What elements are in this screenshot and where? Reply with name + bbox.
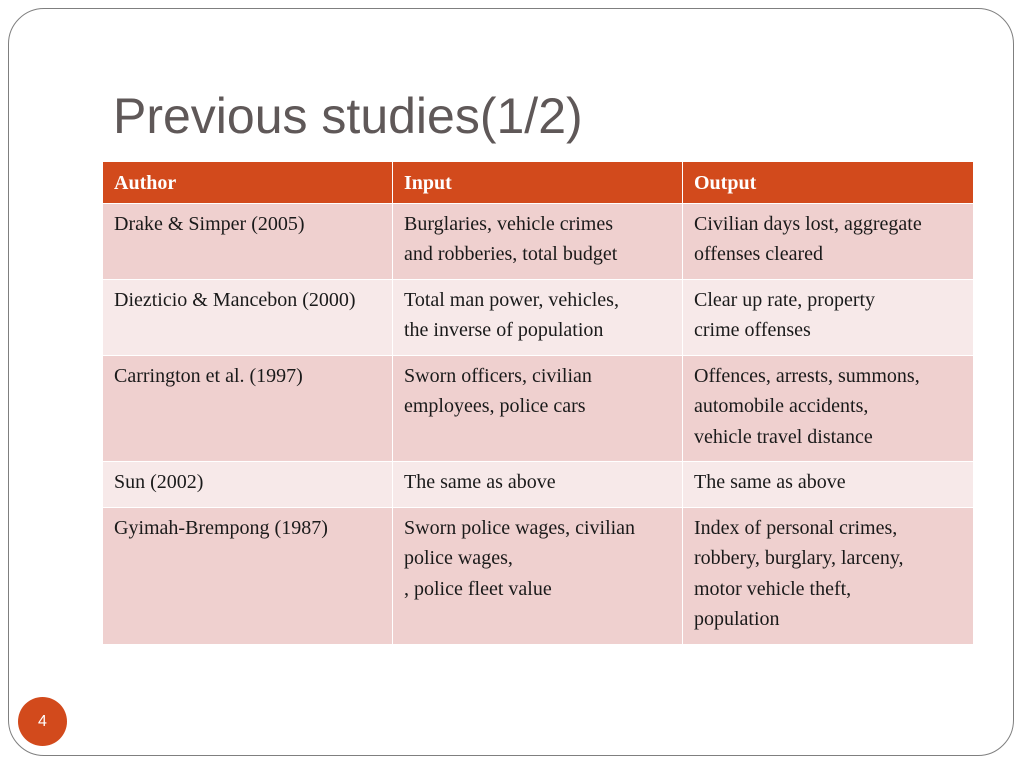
cell-output: Clear up rate, property crime offenses bbox=[683, 279, 974, 355]
cell-author: Gyimah-Brempong (1987) bbox=[103, 507, 393, 644]
cell-output: The same as above bbox=[683, 462, 974, 508]
page-number-badge: 4 bbox=[18, 697, 67, 746]
cell-author: Carrington et al. (1997) bbox=[103, 355, 393, 462]
cell-author: Sun (2002) bbox=[103, 462, 393, 508]
cell-author: Diezticio & Mancebon (2000) bbox=[103, 279, 393, 355]
table-row bbox=[103, 462, 974, 508]
cell-input: Sworn police wages, civilian police wages, , police fleet value bbox=[393, 507, 683, 644]
studies-table bbox=[102, 161, 974, 645]
cell-input: Total man power, vehicles, the inverse of population bbox=[393, 279, 683, 355]
cell-input: Burglaries, vehicle crimes and robberies, total budget bbox=[393, 203, 683, 279]
cell-output: Index of personal crimes, robbery, burglary, larceny, motor vehicle theft, population bbox=[683, 507, 974, 644]
table-row bbox=[103, 355, 974, 462]
cell-input: The same as above bbox=[393, 462, 683, 508]
cell-output: Civilian days lost, aggregate offenses cleared bbox=[683, 203, 974, 279]
table-row bbox=[103, 279, 974, 355]
cell-input: Sworn officers, civilian employees, police cars bbox=[393, 355, 683, 462]
table-row bbox=[103, 507, 974, 644]
table-row bbox=[103, 203, 974, 279]
header-input: Input bbox=[393, 162, 683, 204]
header-author: Author bbox=[103, 162, 393, 204]
cell-output: Offences, arrests, summons, automobile accidents, vehicle travel distance bbox=[683, 355, 974, 462]
header-output: Output bbox=[683, 162, 974, 204]
slide-title: Previous studies(1/2) bbox=[113, 88, 583, 144]
table-header-row bbox=[103, 162, 974, 204]
cell-author: Drake & Simper (2005) bbox=[103, 203, 393, 279]
